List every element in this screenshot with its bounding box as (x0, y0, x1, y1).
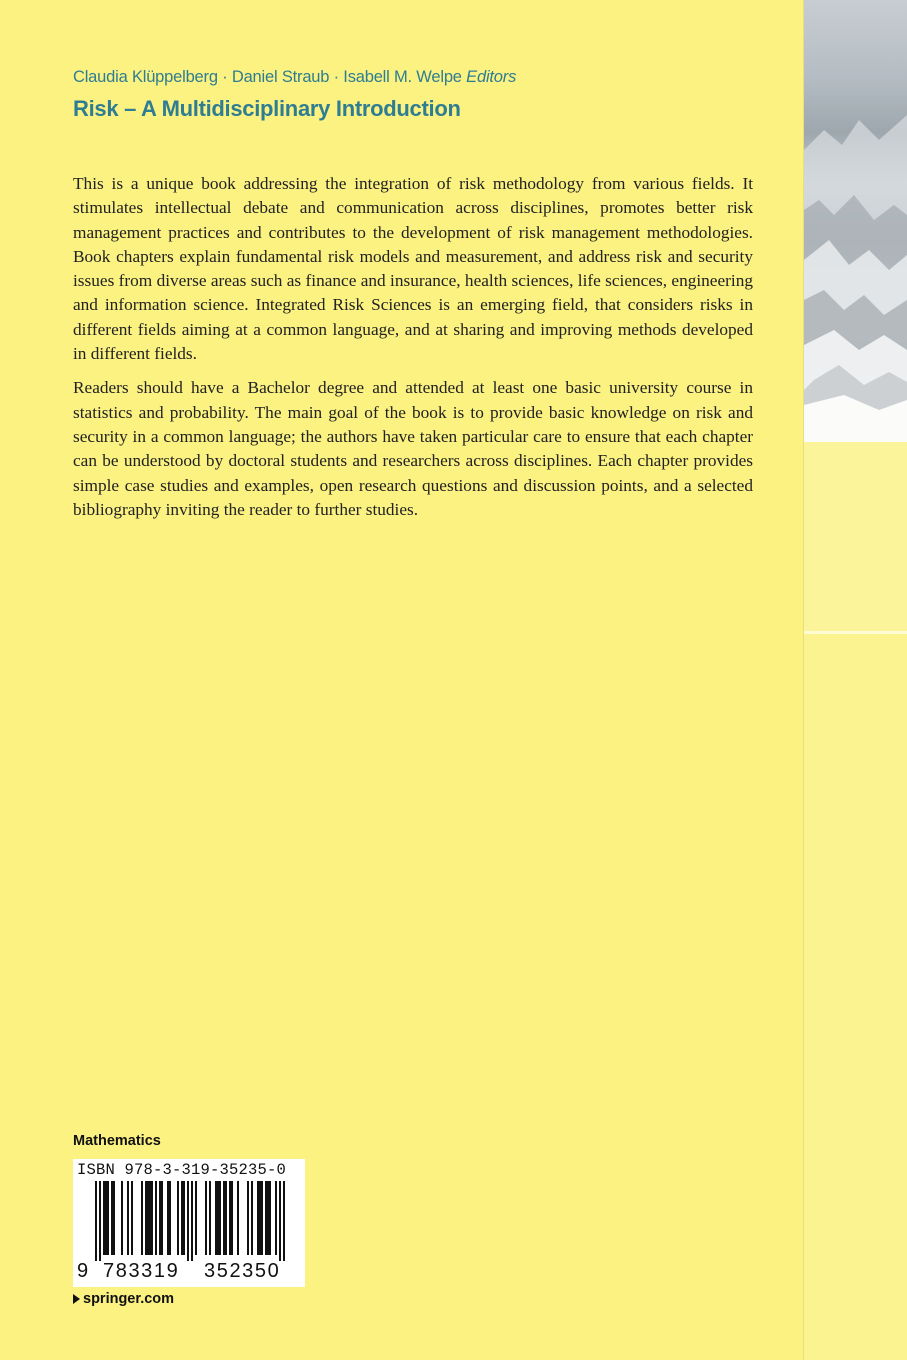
barcode-bars (73, 1181, 305, 1263)
publisher-url: springer.com (83, 1291, 175, 1307)
editors-role: Editors (466, 68, 517, 86)
barcode-bar (219, 1181, 221, 1255)
barcode-bar (209, 1181, 211, 1255)
barcode-bar (105, 1181, 107, 1255)
barcode-bar (261, 1181, 263, 1255)
barcode-bar (111, 1181, 113, 1255)
barcode-bar (127, 1181, 129, 1255)
barcode-bar (191, 1181, 193, 1261)
barcode-bar (159, 1181, 161, 1255)
barcode-bar (177, 1181, 179, 1255)
barcode-bar (99, 1181, 101, 1261)
barcode-bar (237, 1181, 239, 1255)
barcode-bar (149, 1181, 151, 1255)
barcode-bar (205, 1181, 207, 1255)
barcode-bar (167, 1181, 169, 1255)
book-description (73, 172, 753, 532)
barcode-bar (279, 1181, 281, 1261)
isbn-number: ISBN 978-3-319-35235-0 (77, 1161, 287, 1179)
spine-divider (804, 631, 907, 634)
barcode-bar (231, 1181, 233, 1255)
barcode-bar (259, 1181, 261, 1255)
barcode-bar (215, 1181, 217, 1255)
spine-band (804, 442, 907, 631)
barcode-bar (103, 1181, 105, 1255)
spine-mountain-photo (804, 0, 907, 442)
barcode-bar (225, 1181, 227, 1255)
editors-line (73, 68, 516, 87)
barcode-bar (147, 1181, 149, 1255)
barcode-bar (131, 1181, 133, 1255)
ean-left-digits: 783319 (103, 1260, 180, 1282)
barcode-bar (257, 1181, 259, 1255)
description-paragraph: This is a unique book addressing the integration of risk methodology from various fields. It stimulates intellectual debate and communication across disciplines, promotes better risk management practices and contributes to the development of risk management methodologies. Book chapters explain fundamental risk models and measurement, and address risk and security issues from diverse areas such as finance and insurance, health sciences, life sciences, engineering and information science. Integrated Risk Sciences is an emerging field, that considers risks in different fields aiming at a common language, and at sharing and improving methods developed in different fields. (73, 174, 753, 364)
barcode-bar (223, 1181, 225, 1255)
barcode-bar (113, 1181, 115, 1255)
barcode-bar (195, 1181, 197, 1255)
barcode-bar (283, 1181, 285, 1261)
barcode-bar (265, 1181, 267, 1255)
barcode-bar (169, 1181, 171, 1255)
barcode (73, 1159, 305, 1287)
barcode-bar (141, 1181, 143, 1255)
barcode-bar (251, 1181, 253, 1255)
editor-names: Claudia Klüppelberg · Daniel Straub · Isabell M. Welpe (73, 68, 462, 86)
barcode-bar (107, 1181, 109, 1255)
barcode-bar (275, 1181, 277, 1255)
ean-first-digit: 9 (77, 1260, 89, 1282)
barcode-bar (151, 1181, 153, 1255)
description-paragraph: Readers should have a Bachelor degree and attended at least one basic university course in statistics and probability. The main goal of the book is to provide basic knowledge on risk and security in a common language; the authors have taken particular care to ensure that each chapter can be understood by doctoral students and researchers across disciplines. Each chapter provides simple case studies and examples, open research questions and discussion points, and a selected bibliography inviting the reader to further studies. (73, 378, 753, 519)
barcode-bar (217, 1181, 219, 1255)
ean-right-digits: 352350 (204, 1260, 281, 1282)
book-title: Risk – A Multidisciplinary Introduction (73, 96, 461, 121)
barcode-bar (269, 1181, 271, 1255)
barcode-bar (155, 1181, 157, 1255)
barcode-bar (247, 1181, 249, 1255)
barcode-bar (187, 1181, 189, 1261)
barcode-bar (145, 1181, 147, 1255)
barcode-bar (229, 1181, 231, 1255)
barcode-bar (267, 1181, 269, 1255)
arrow-right-icon (73, 1294, 80, 1304)
barcode-bar (121, 1181, 123, 1255)
barcode-bar (161, 1181, 163, 1255)
barcode-bar (95, 1181, 97, 1261)
subject-label: Mathematics (73, 1133, 161, 1149)
barcode-bar (181, 1181, 183, 1255)
publisher-link[interactable] (73, 1291, 174, 1307)
barcode-bar (183, 1181, 185, 1255)
